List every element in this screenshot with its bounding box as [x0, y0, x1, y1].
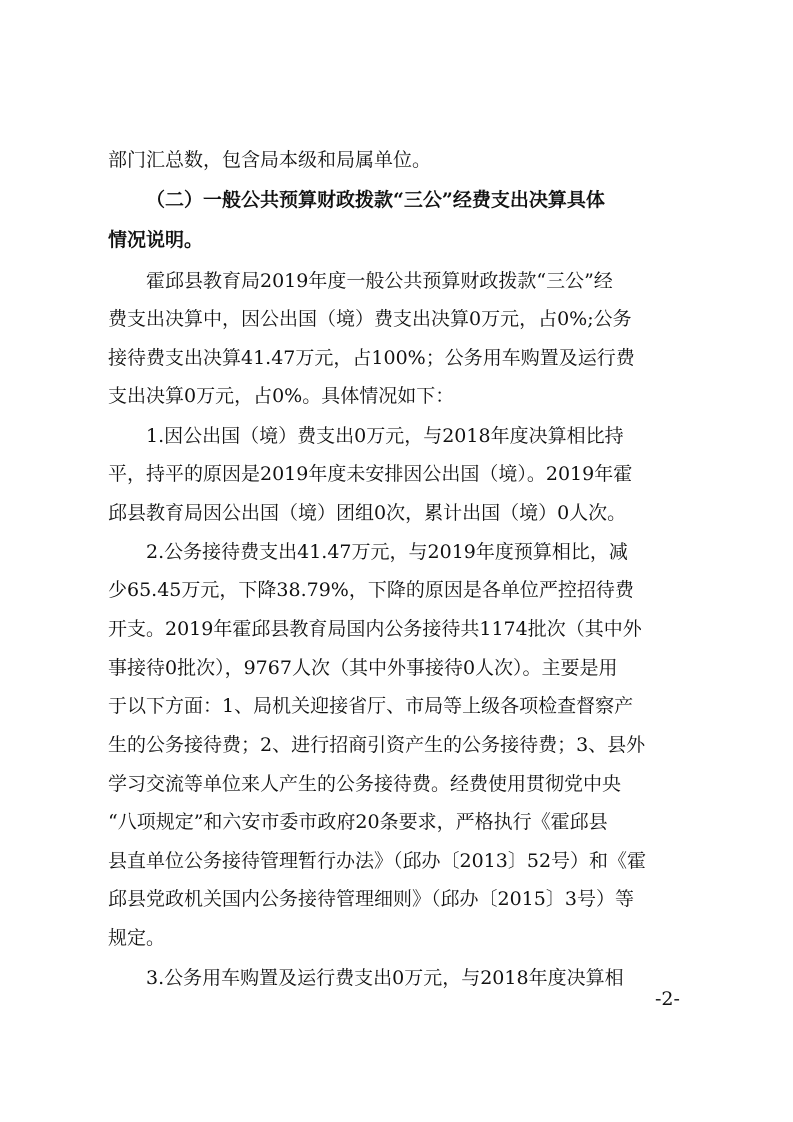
- body-text-line: 邱县教育局因公出国（境）团组0次，累计出国（境）0人次。: [108, 502, 627, 524]
- list-item-1-line: 1.因公出国（境）费支出0万元，与2018年度决算相比持: [146, 425, 624, 447]
- body-text-line: 费支出决算中，因公出国（境）费支出决算0万元，占0%;公务: [108, 308, 632, 330]
- body-text-line: 支出决算0万元，占0%。具体情况如下：: [108, 385, 455, 407]
- page-number: -2-: [655, 988, 680, 1010]
- body-text-line: 事接待0批次），9767人次（其中外事接待0人次）。主要是用: [108, 657, 618, 679]
- body-text-line: 霍邱县教育局2019年度一般公共预算财政拨款“三公”经: [146, 270, 613, 292]
- body-text-line: 平，持平的原因是2019年度未安排因公出国（境）。2019年霍: [108, 463, 633, 485]
- body-text-line: 县直单位公务接待管理暂行办法》（邱办〔2013〕52号）和《霍: [108, 850, 647, 872]
- body-text-line: 接待费支出决算41.47万元，占100%；公务用车购置及运行费: [108, 347, 635, 369]
- body-text-line: 生的公务接待费；2、进行招商引资产生的公务接待费；3、县外: [108, 734, 646, 756]
- body-text-line: 开支。2019年霍邱县教育局国内公务接待共1174批次（其中外: [108, 618, 642, 640]
- body-text-line: 部门汇总数，包含局本级和局属单位。: [108, 149, 432, 171]
- section-heading: （二）一般公共预算财政拨款“三公”经费支出决算具体: [146, 189, 605, 211]
- list-item-3-line: 3.公务用车购置及运行费支出0万元，与2018年度决算相: [146, 967, 624, 989]
- body-text-line: 学习交流等单位来人产生的公务接待费。经费使用贯彻党中央: [108, 773, 622, 795]
- body-text-line: 规定。: [108, 927, 166, 949]
- body-text-line: 邱县党政机关国内公务接待管理细则》（邱办〔2015〕3号）等: [108, 888, 634, 910]
- body-text-line: “八项规定”和六安市委市政府20条要求，严格执行《霍邱县: [108, 811, 608, 833]
- list-item-2-line: 2.公务接待费支出41.47万元，与2019年度预算相比，减: [146, 541, 628, 563]
- body-text-line: 少65.45万元，下降38.79%，下降的原因是各单位严控招待费: [108, 579, 634, 601]
- body-text-line: 于以下方面：1、局机关迎接省厅、市局等上级各项检查督察产: [108, 695, 634, 717]
- section-heading: 情况说明。: [108, 229, 204, 251]
